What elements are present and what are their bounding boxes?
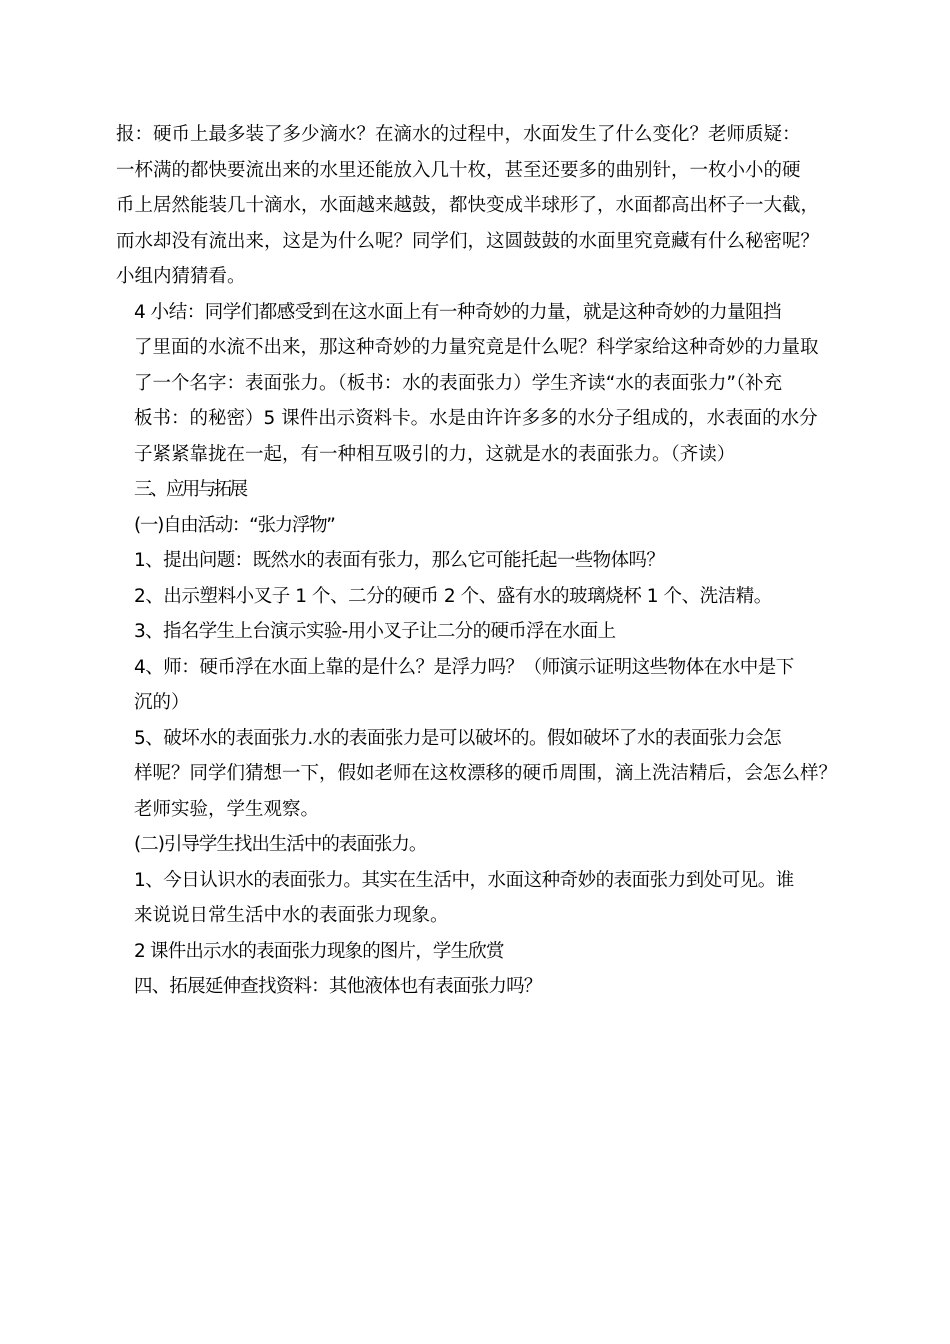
text-line: 而水却没有流出来，这是为什么呢？同学们，这圆鼓鼓的水面里究竟藏有什么秘密呢？ <box>116 230 820 252</box>
text-line: (二)引导学生找出生活中的表面张力。 <box>134 834 427 855</box>
text-line: 2、出示塑料小叉子 1 个、二分的硬币 2 个、盛有水的玻璃烧杯 1 个、洗洁精。 <box>134 585 772 607</box>
text-line: 1、提出问题：既然水的表面有张力，那么它可能托起一些物体吗？ <box>134 550 665 571</box>
text-line: 了一个名字：表面张力。（板书：水的表面张力）学生齐读“水的表面张力”（补充 <box>134 372 783 394</box>
paragraph <box>116 614 856 650</box>
paragraph <box>116 863 856 934</box>
text-line: 板书：的秘密）5 课件出示资料卡。水是由许许多多的水分子组成的，水表面的水分 <box>134 408 818 429</box>
text-line: 5、破坏水的表面张力.水的表面张力是可以破坏的。假如破坏了水的表面张力会怎 <box>134 727 782 749</box>
text-line: 三、应用与拓展 <box>134 479 246 500</box>
paragraph <box>116 295 856 473</box>
text-line: 币上居然能装几十滴水，水面越来越鼓，都快变成半球形了，水面都高出杯子一大截， <box>116 195 820 216</box>
text-line: (一)自由活动：“张力浮物” <box>134 514 335 536</box>
paragraph <box>116 934 856 970</box>
text-line: 4、师：硬币浮在水面上靠的是什么？是浮力吗？（师演示证明这些物体在水中是下 <box>134 656 794 678</box>
text-line: 2 课件出示水的表面张力现象的图片，学生欣赏 <box>134 940 504 962</box>
text-line: 小组内猜猜看。 <box>116 266 246 287</box>
paragraph <box>116 650 856 721</box>
text-line: 3、指名学生上台演示实验-用小叉子让二分的硬币浮在水面上 <box>134 621 616 642</box>
paragraph <box>116 721 856 828</box>
text-line: 4 小结：同学们都感受到在这水面上有一种奇妙的力量，就是这种奇妙的力量阻挡 <box>134 301 782 323</box>
text-line: 沉的） <box>134 692 190 713</box>
text-line: 四、拓展延伸查找资料：其他液体也有表面张力吗？ <box>134 976 542 997</box>
paragraph <box>116 827 856 863</box>
text-line: 1、今日认识水的表面张力。其实在生活中，水面这种奇妙的表面张力到处可见。谁 <box>134 869 794 891</box>
text-line: 报：硬币上最多装了多少滴水？在滴水的过程中，水面发生了什么变化？老师质疑： <box>116 124 801 145</box>
paragraph <box>116 117 856 295</box>
text-line: 一杯满的都快要流出来的水里还能放入几十枚，甚至还要多的曲别针，一枚小小的硬 <box>116 159 801 181</box>
document-body <box>116 117 856 1005</box>
text-line: 子紧紧靠拢在一起，有一种相互吸引的力，这就是水的表面张力。（齐读） <box>134 443 736 465</box>
paragraph <box>116 472 856 508</box>
paragraph <box>116 969 856 1005</box>
text-line: 样呢？同学们猜想一下，假如老师在这枚漂移的硬币周围，滴上洗洁精后，会怎么样？ <box>134 763 838 784</box>
text-line: 来说说日常生活中水的表面张力现象。 <box>134 905 449 926</box>
paragraph <box>116 543 856 579</box>
paragraph <box>116 508 856 544</box>
text-line: 了里面的水流不出来，那这种奇妙的力量究竟是什么呢？科学家给这种奇妙的力量取 <box>134 337 819 358</box>
paragraph <box>116 579 856 615</box>
text-line: 老师实验，学生观察。 <box>134 798 320 820</box>
